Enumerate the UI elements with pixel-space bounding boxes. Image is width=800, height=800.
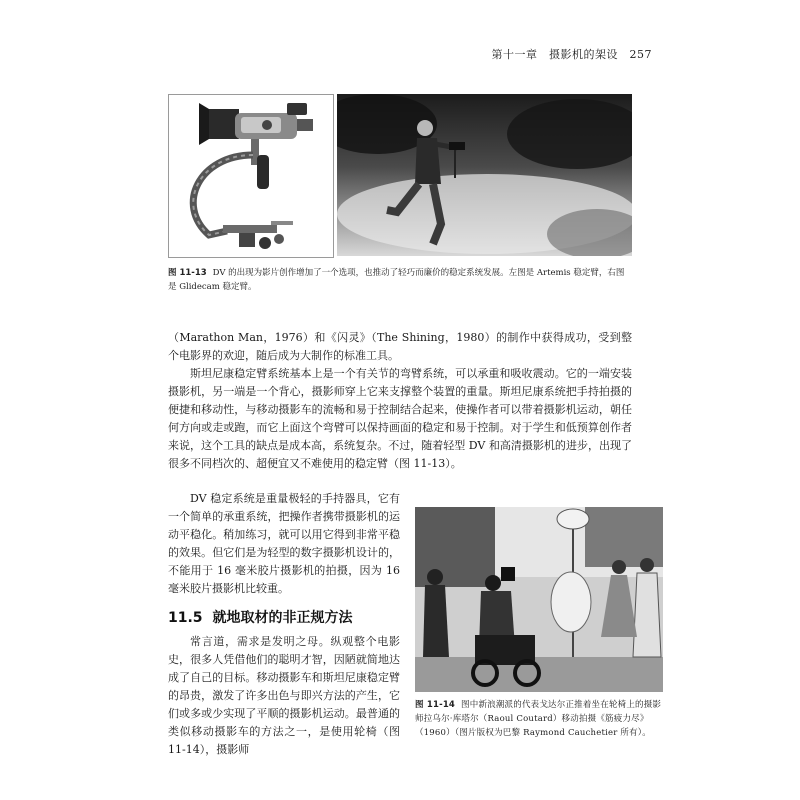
section-heading <box>168 607 353 627</box>
paragraph-1: （Marathon Man，1976）和《闪灵》（The Shining，1980）的制作中获得成功，受到整个电影界的欢迎，随后成为大制作的标准工具。 <box>168 331 632 362</box>
glidecam-running-image <box>337 94 632 256</box>
paragraph-3: DV 稳定系统是重量极轻的手持器具，它有一个简单的承重系统，把操作者携带摄影机的运动平稳化。稍加练习，就可以用它得到非常平稳的效果。但它们是为轻型的数字摄影机设计的，不能用于 16 毫米胶片摄影机的拍摄，因为 16 毫米胶片摄影机比较重。 <box>168 492 400 595</box>
paragraph-2: 斯坦尼康稳定臂系统基本上是一个有关节的弯臂系统，可以承重和吸收震动。它的一端安装摄影机，另一端是一个背心，摄影师穿上它来支撑整个装置的重量。斯坦尼康系统把手持拍摄的便捷和移动性，与移动摄影车的流畅和易于控制结合起来，使操作者可以带着摄影机运动，朝任何方向或走或跑，而它上面这个弯臂可以保持画面的稳定和易于控制。对于学生和低预算创作者来说，这个工具的缺点是成本高，系统复杂。不过，随着轻型 DV 和高清摄影机的进步，出现了很多不同档次的、超便宜又不难使用的稳定臂（图 11-13）。 <box>168 367 632 470</box>
artemis-stabilizer-image <box>168 94 334 258</box>
wheelchair-dolly-image <box>415 507 663 692</box>
paragraph-4: 常言道，需求是发明之母。纵观整个电影史，很多人凭借他们的聪明才智，因陋就简地达成了自己的目标。移动摄影车和斯坦尼康稳定臂的昂贵，激发了许多出色与即兴方法的产生，它们或多或少实现了平顺的摄影机运动。最普通的类似移动摄影车的方法之一，是使用轮椅（图 11-14），摄影师 <box>168 635 400 756</box>
section-number: 11.5 <box>168 610 203 626</box>
figure-number: 图 11-14 <box>415 700 456 710</box>
running-header: 第十一章 摄影机的架设 257 <box>491 48 652 61</box>
figure-number: 图 11-13 <box>168 268 207 278</box>
figure-11-13-caption <box>168 266 632 294</box>
section-title: 就地取材的非正规方法 <box>212 610 353 626</box>
figure-11-14-caption <box>415 698 663 740</box>
caption-text: 图中新浪潮派的代表戈达尔正推着坐在轮椅上的摄影师拉乌尔·库塔尔（Raoul Coutard）移动拍摄《筋疲力尽》（1960）（图片版权为巴黎 Raymond Cauchetier 所有）。 <box>415 700 662 738</box>
caption-text: DV 的出现为影片创作增加了一个选项，也推动了轻巧而廉价的稳定系统发展。左图是 Artemis 稳定臂，右图是 Glidecam 稳定臂。 <box>168 268 625 292</box>
